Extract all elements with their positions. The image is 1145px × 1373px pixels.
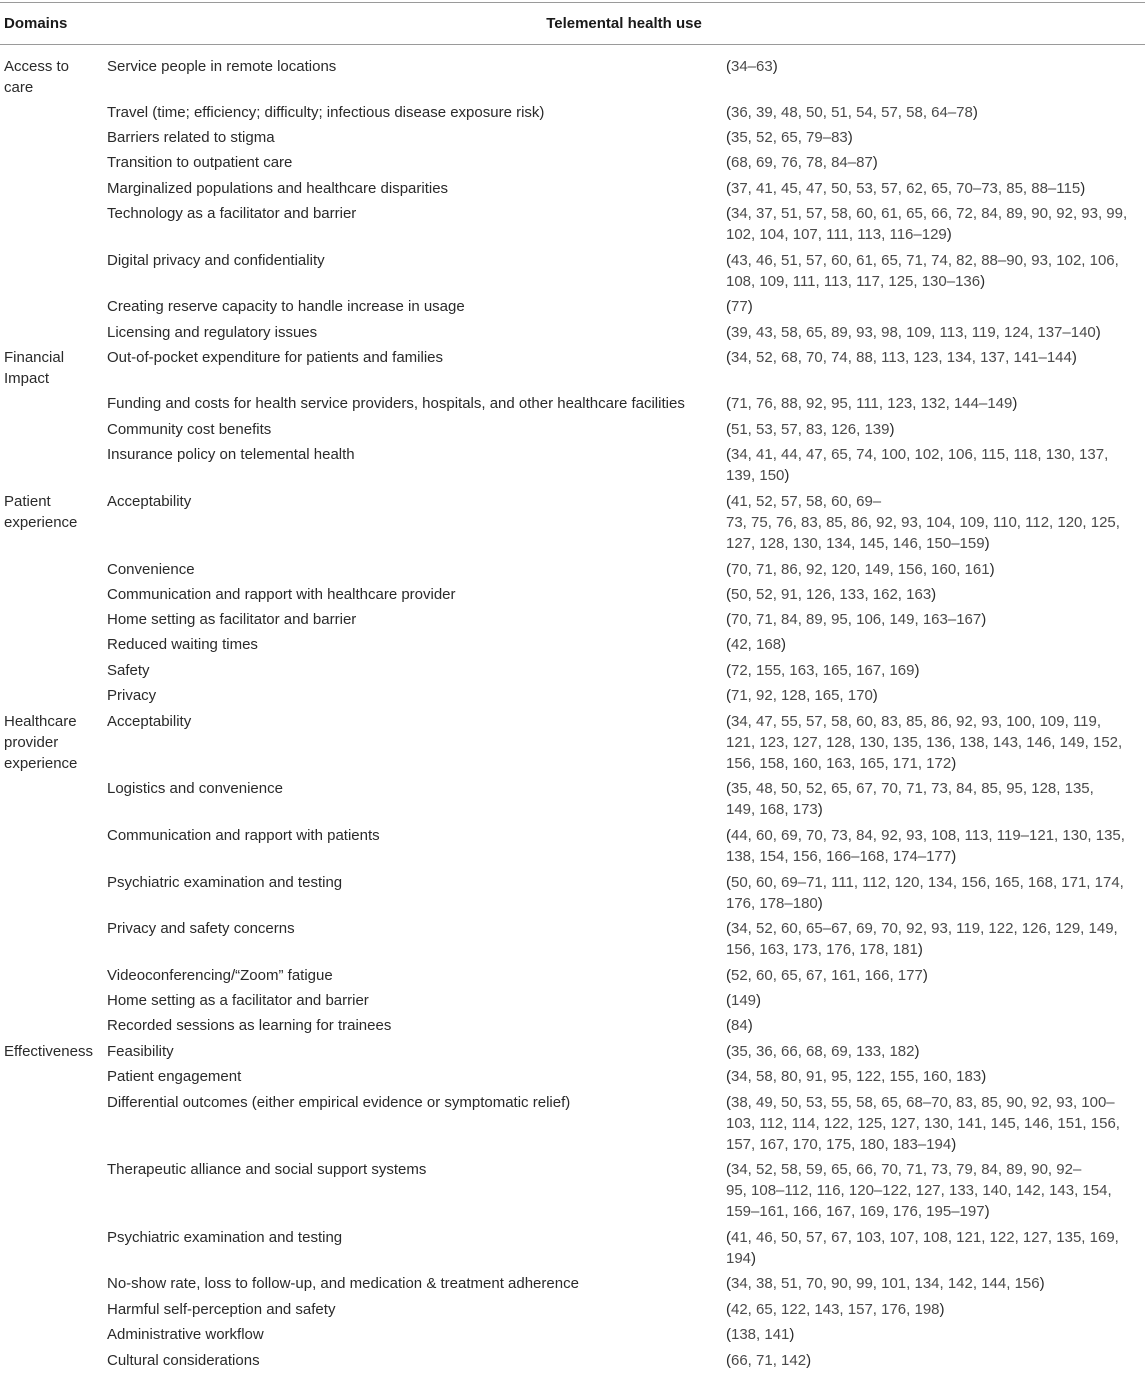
row-topic: Convenience <box>107 561 195 578</box>
row-topic: Psychiatric examination and testing <box>107 1229 343 1246</box>
reference-numbers: 84 <box>731 1017 748 1034</box>
reference-numbers: 34, 58, 80, 91, 95, 122, 155, 160, 183 <box>731 1068 982 1085</box>
row-references: (66, 71, 142) <box>726 1352 812 1369</box>
row-references: (34–63) <box>726 58 778 75</box>
row-topic: Communication and rapport with patients <box>107 827 380 844</box>
row-topic: Cultural considerations <box>107 1352 260 1369</box>
row-topic: Feasibility <box>107 1043 174 1060</box>
row-topic: Privacy and safety concerns <box>107 920 295 937</box>
row-references: (50, 52, 91, 126, 133, 162, 163) <box>726 586 937 603</box>
reference-numbers: 35, 36, 66, 68, 69, 133, 182 <box>731 1043 915 1060</box>
row-references: (38, 49, 50, 53, 55, 58, 65, 68–70, 83, 85, 90, 92, 93, 100– 103, 112, 114, 122, 125, 127, 130, 141, 145, 146, 151, 156, 157, 167, 170, 175, 180, 183–194) <box>726 1094 1120 1153</box>
reference-numbers: 149 <box>731 992 757 1009</box>
reference-numbers: 34, 52, 58, 59, 65, 66, 70, 71, 73, 79, 84, 89, 90, 92– 95, 108–112, 116, 120–122, 127, 133, 140, 142, 143, 154, 159–161, 166, 167, 169, 176, 195–197 <box>726 1161 1112 1220</box>
reference-numbers: 34, 41, 44, 47, 65, 74, 100, 102, 106, 115, 118, 130, 137, 139, 150 <box>726 446 1109 484</box>
row-topic: Differential outcomes (either empirical evidence or symptomatic relief) <box>107 1094 571 1111</box>
reference-numbers: 50, 52, 91, 126, 133, 162, 163 <box>731 586 932 603</box>
row-references: (138, 141) <box>726 1326 795 1343</box>
reference-numbers: 38, 49, 50, 53, 55, 58, 65, 68–70, 83, 85, 90, 92, 93, 100– 103, 112, 114, 122, 125, 127, 130, 141, 145, 146, 151, 156, 157, 167, 170, 175, 180, 183–194 <box>726 1094 1120 1153</box>
reference-numbers: 77 <box>731 298 748 315</box>
row-references: (149) <box>726 992 762 1009</box>
reference-numbers: 66, 71, 142 <box>731 1352 807 1369</box>
domain-label: Access to care <box>4 58 70 96</box>
reference-numbers: 72, 155, 163, 165, 167, 169 <box>731 662 915 679</box>
reference-numbers: 39, 43, 58, 65, 89, 93, 98, 109, 113, 119, 124, 137–140 <box>731 324 1096 341</box>
row-topic: Privacy <box>107 687 157 704</box>
header-rule <box>0 44 1145 45</box>
header-domains: Domains <box>4 15 68 32</box>
reference-numbers: 44, 60, 69, 70, 73, 84, 92, 93, 108, 113, 119–121, 130, 135, 138, 154, 156, 166–168, 174–177 <box>726 827 1125 865</box>
reference-numbers: 50, 60, 69–71, 111, 112, 120, 134, 156, 165, 168, 171, 174, 176, 178–180 <box>726 874 1124 912</box>
reference-numbers: 70, 71, 86, 92, 120, 149, 156, 160, 161 <box>731 561 990 578</box>
row-topic: Acceptability <box>107 713 192 730</box>
row-references: (44, 60, 69, 70, 73, 84, 92, 93, 108, 113, 119–121, 130, 135, 138, 154, 156, 166–168, 174–177) <box>726 827 1125 865</box>
reference-numbers: 42, 168 <box>731 636 782 653</box>
reference-numbers: 51, 53, 57, 83, 126, 139 <box>731 421 890 438</box>
row-references: (35, 48, 50, 52, 65, 67, 70, 71, 73, 84, 85, 95, 128, 135, 149, 168, 173) <box>726 780 1094 818</box>
reference-numbers: 68, 69, 76, 78, 84–87 <box>731 154 873 171</box>
row-topic: Transition to outpatient care <box>107 154 293 171</box>
row-topic: Community cost benefits <box>107 421 272 438</box>
row-references: (52, 60, 65, 67, 161, 166, 177) <box>726 967 928 984</box>
row-topic: Therapeutic alliance and social support systems <box>107 1161 427 1178</box>
row-references: (34, 38, 51, 70, 90, 99, 101, 134, 142, 144, 156) <box>726 1275 1045 1292</box>
row-topic: Acceptability <box>107 493 192 510</box>
row-topic: Technology as a facilitator and barrier <box>107 205 357 222</box>
row-references: (43, 46, 51, 57, 60, 61, 65, 71, 74, 82, 88–90, 93, 102, 106, 108, 109, 111, 113, 117, 125, 130–136) <box>726 252 1119 290</box>
row-references: (36, 39, 48, 50, 51, 54, 57, 58, 64–78) <box>726 104 978 121</box>
row-references: (41, 46, 50, 57, 67, 103, 107, 108, 121, 122, 127, 135, 169, 194) <box>726 1229 1119 1267</box>
domain-label: Effectiveness <box>4 1043 93 1060</box>
row-references: (51, 53, 57, 83, 126, 139) <box>726 421 895 438</box>
row-topic: Reduced waiting times <box>107 636 258 653</box>
row-topic: Travel (time; efficiency; difficulty; infectious disease exposure risk) <box>107 104 545 121</box>
reference-numbers: 71, 76, 88, 92, 95, 111, 123, 132, 144–149 <box>731 395 1013 412</box>
row-topic: Digital privacy and confidentiality <box>107 252 325 269</box>
row-topic: Administrative workflow <box>107 1326 264 1343</box>
reference-numbers: 138, 141 <box>731 1326 790 1343</box>
row-references: (34, 47, 55, 57, 58, 60, 83, 85, 86, 92, 93, 100, 109, 119, 121, 123, 127, 128, 130, 135, 136, 138, 143, 146, 149, 152, 156, 158, 160, 163, 165, 171, 172) <box>726 713 1123 772</box>
domain-label: Patient experience <box>4 493 78 531</box>
reference-numbers: 34–63 <box>731 58 773 75</box>
domain-label: Financial Impact <box>4 349 65 387</box>
row-topic: Funding and costs for health service providers, hospitals, and other healthcare facilities <box>107 395 685 412</box>
row-references: (34, 37, 51, 57, 58, 60, 61, 65, 66, 72, 84, 89, 90, 92, 93, 99, 102, 104, 107, 111, 113, 116–129) <box>726 205 1128 243</box>
reference-numbers: 34, 38, 51, 70, 90, 99, 101, 134, 142, 144, 156 <box>731 1275 1040 1292</box>
row-references: (34, 41, 44, 47, 65, 74, 100, 102, 106, 115, 118, 130, 137, 139, 150) <box>726 446 1109 484</box>
row-topic: Psychiatric examination and testing <box>107 874 343 891</box>
row-references: (39, 43, 58, 65, 89, 93, 98, 109, 113, 119, 124, 137–140) <box>726 324 1101 341</box>
row-references: (37, 41, 45, 47, 50, 53, 57, 62, 65, 70–73, 85, 88–115) <box>726 180 1086 197</box>
row-topic: Communication and rapport with healthcare provider <box>107 586 456 603</box>
row-references: (77) <box>726 298 753 315</box>
table-top-rule <box>0 2 1145 3</box>
row-references: (34, 58, 80, 91, 95, 122, 155, 160, 183) <box>726 1068 987 1085</box>
reference-numbers: 34, 47, 55, 57, 58, 60, 83, 85, 86, 92, 93, 100, 109, 119, 121, 123, 127, 128, 130, 135, 136, 138, 143, 146, 149, 152, 156, 158, 160, 163, 165, 171, 172 <box>726 713 1123 772</box>
row-topic: Recorded sessions as learning for trainees <box>107 1017 392 1034</box>
row-topic: Logistics and convenience <box>107 780 283 797</box>
row-references: (34, 52, 58, 59, 65, 66, 70, 71, 73, 79, 84, 89, 90, 92– 95, 108–112, 116, 120–122, 127, 133, 140, 142, 143, 154, 159–161, 166, 167, 169, 176, 195–197) <box>726 1161 1112 1220</box>
row-references: (34, 52, 68, 70, 74, 88, 113, 123, 134, 137, 141–144) <box>726 349 1077 366</box>
row-topic: No-show rate, loss to follow-up, and medication & treatment adherence <box>107 1275 579 1292</box>
reference-numbers: 36, 39, 48, 50, 51, 54, 57, 58, 64–78 <box>731 104 973 121</box>
reference-numbers: 71, 92, 128, 165, 170 <box>731 687 873 704</box>
row-references: (71, 76, 88, 92, 95, 111, 123, 132, 144–149) <box>726 395 1018 412</box>
row-topic: Patient engagement <box>107 1068 242 1085</box>
row-topic: Home setting as facilitator and barrier <box>107 611 357 628</box>
row-references: (70, 71, 84, 89, 95, 106, 149, 163–167) <box>726 611 987 628</box>
reference-numbers: 70, 71, 84, 89, 95, 106, 149, 163–167 <box>731 611 982 628</box>
row-topic: Licensing and regulatory issues <box>107 324 318 341</box>
row-topic: Creating reserve capacity to handle increase in usage <box>107 298 465 315</box>
row-topic: Home setting as a facilitator and barrier <box>107 992 369 1009</box>
row-topic: Service people in remote locations <box>107 58 337 75</box>
row-references: (35, 52, 65, 79–83) <box>726 129 853 146</box>
reference-numbers: 41, 46, 50, 57, 67, 103, 107, 108, 121, 122, 127, 135, 169, 194 <box>726 1229 1119 1267</box>
row-references: (35, 36, 66, 68, 69, 133, 182) <box>726 1043 920 1060</box>
reference-numbers: 52, 60, 65, 67, 161, 166, 177 <box>731 967 923 984</box>
row-references: (41, 52, 57, 58, 60, 69– 73, 75, 76, 83, 85, 86, 92, 93, 104, 109, 110, 112, 120, 125, 127, 128, 130, 134, 145, 146, 150–159) <box>726 493 1120 552</box>
row-references: (34, 52, 60, 65–67, 69, 70, 92, 93, 119, 122, 126, 129, 149, 156, 163, 173, 176, 178, 181) <box>726 920 1118 958</box>
row-topic: Videoconferencing/“Zoom” fatigue <box>107 967 333 984</box>
row-references: (71, 92, 128, 165, 170) <box>726 687 878 704</box>
header-telemental-health-use: Telemental health use <box>546 15 702 32</box>
row-references: (42, 65, 122, 143, 157, 176, 198) <box>726 1301 945 1318</box>
row-topic: Barriers related to stigma <box>107 129 275 146</box>
reference-numbers: 34, 52, 60, 65–67, 69, 70, 92, 93, 119, 122, 126, 129, 149, 156, 163, 173, 176, 178, 181 <box>726 920 1118 958</box>
row-references: (84) <box>726 1017 753 1034</box>
row-references: (72, 155, 163, 165, 167, 169) <box>726 662 920 679</box>
reference-numbers: 42, 65, 122, 143, 157, 176, 198 <box>731 1301 940 1318</box>
reference-numbers: 41, 52, 57, 58, 60, 69– 73, 75, 76, 83, 85, 86, 92, 93, 104, 109, 110, 112, 120, 125, 127, 128, 130, 134, 145, 146, 150–159 <box>726 493 1120 552</box>
row-topic: Safety <box>107 662 150 679</box>
row-references: (42, 168) <box>726 636 787 653</box>
row-references: (68, 69, 76, 78, 84–87) <box>726 154 878 171</box>
row-topic: Harmful self-perception and safety <box>107 1301 336 1318</box>
reference-numbers: 34, 52, 68, 70, 74, 88, 113, 123, 134, 137, 141–144 <box>731 349 1072 366</box>
row-references: (50, 60, 69–71, 111, 112, 120, 134, 156, 165, 168, 171, 174, 176, 178–180) <box>726 874 1124 912</box>
reference-numbers: 34, 37, 51, 57, 58, 60, 61, 65, 66, 72, 84, 89, 90, 92, 93, 99, 102, 104, 107, 111, 113, 116–129 <box>726 205 1128 243</box>
reference-numbers: 35, 52, 65, 79–83 <box>731 129 848 146</box>
row-topic: Marginalized populations and healthcare disparities <box>107 180 449 197</box>
row-topic: Insurance policy on telemental health <box>107 446 355 463</box>
reference-numbers: 37, 41, 45, 47, 50, 53, 57, 62, 65, 70–73, 85, 88–115 <box>731 180 1081 197</box>
domain-label: Healthcare provider experience <box>4 713 78 772</box>
reference-numbers: 35, 48, 50, 52, 65, 67, 70, 71, 73, 84, 85, 95, 128, 135, 149, 168, 173 <box>726 780 1094 818</box>
row-topic: Out-of-pocket expenditure for patients and families <box>107 349 444 366</box>
row-references: (70, 71, 86, 92, 120, 149, 156, 160, 161) <box>726 561 995 578</box>
reference-numbers: 43, 46, 51, 57, 60, 61, 65, 71, 74, 82, 88–90, 93, 102, 106, 108, 109, 111, 113, 117, 125, 130–136 <box>726 252 1119 290</box>
